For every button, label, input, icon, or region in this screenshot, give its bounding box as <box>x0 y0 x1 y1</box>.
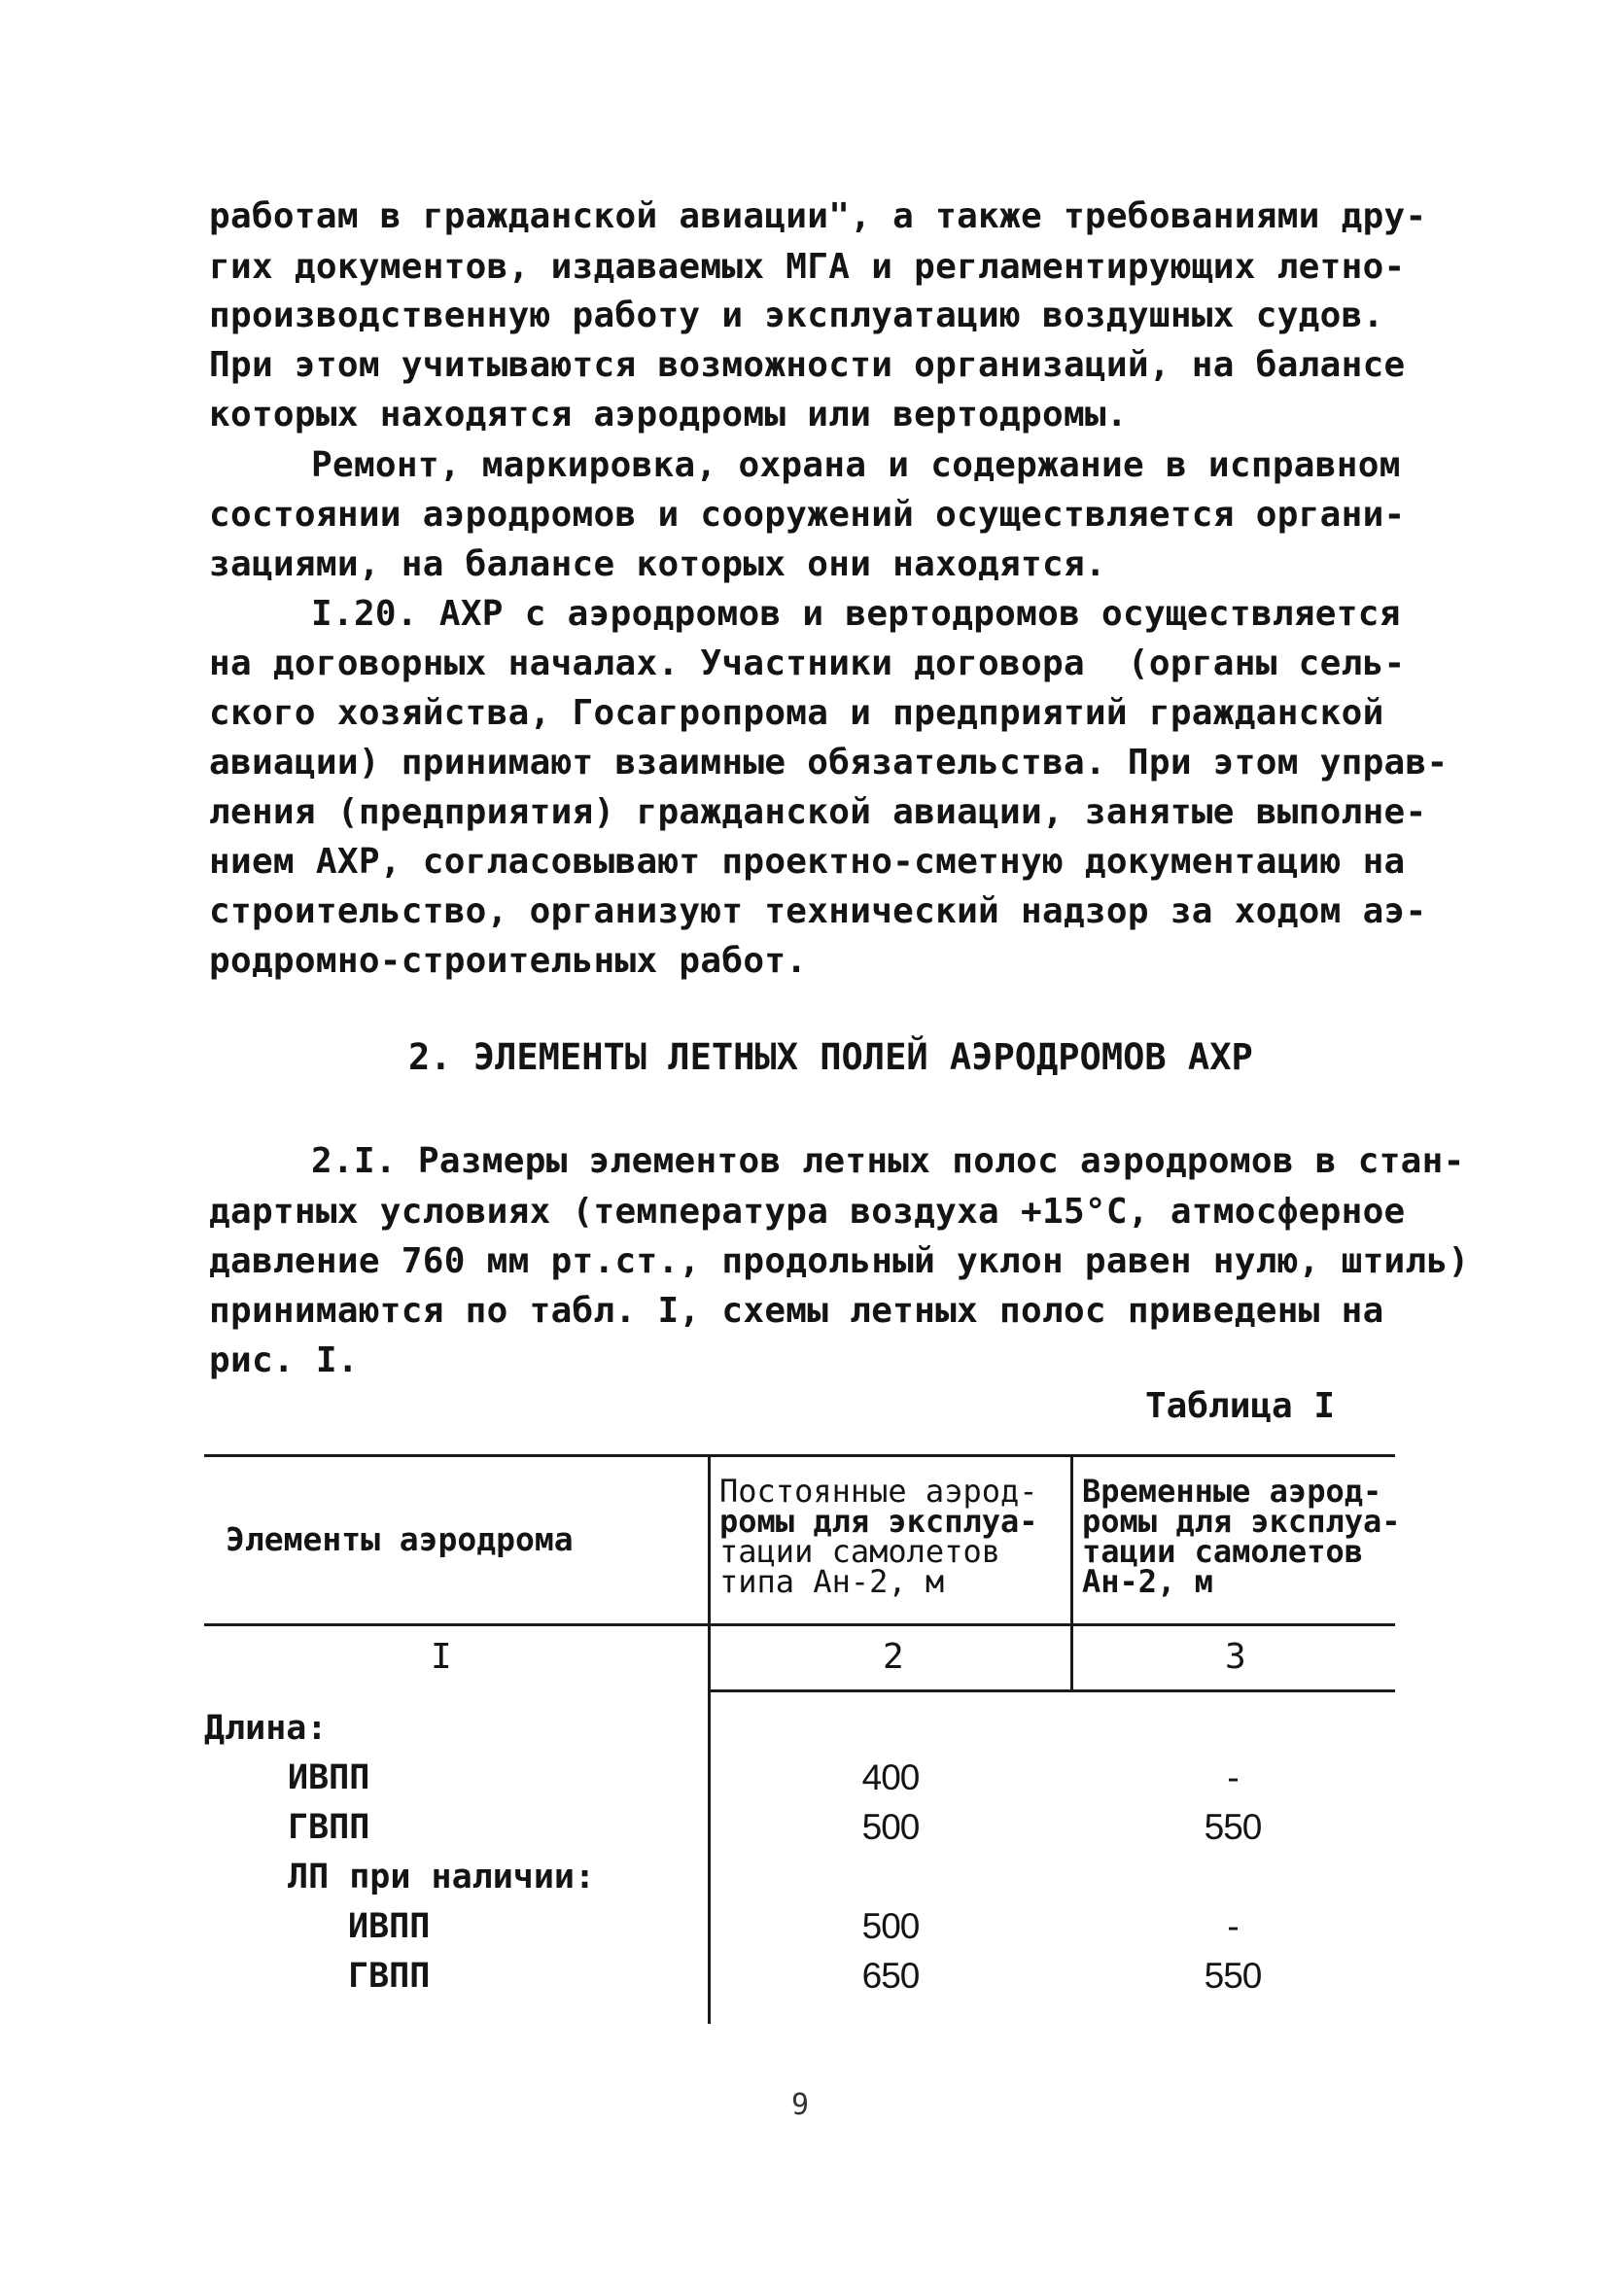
table-top-rule <box>204 1454 1395 1457</box>
text-line: на договорных началах. Участники договора (органы сель- <box>209 644 1406 683</box>
text-line: принимаются по табл. I, схемы летных полос приведены на <box>209 1291 1384 1331</box>
column-number: 3 <box>1225 1637 1246 1677</box>
text-line: ления (предприятия) гражданской авиации, занятые выполне- <box>209 792 1427 832</box>
row-label: Длина: <box>204 1709 328 1748</box>
row-value-col3: 550 <box>1204 1956 1262 1996</box>
page-number: 9 <box>791 2088 810 2122</box>
header-col3-line: Ан-2, м <box>1082 1563 1213 1600</box>
text-line: I.20. АХР с аэродромов и вертодромов осуществляется <box>311 594 1401 634</box>
row-label: ИВПП <box>288 1758 370 1797</box>
column-number: I <box>431 1637 452 1677</box>
text-line: Ремонт, маркировка, охрана и содержание в исправном <box>311 445 1401 485</box>
header-col2-line: ромы для эксплуа- <box>719 1503 1038 1540</box>
text-line: авиации) принимают взаимные обязательства. При этом управ- <box>209 743 1449 783</box>
text-line: нием АХР, согласовывают проектно-сметную документацию на <box>209 842 1406 882</box>
row-label: ГВПП <box>348 1957 431 1996</box>
text-line: ского хозяйства, Госагропрома и предприятий гражданской <box>209 693 1384 733</box>
text-line: зациями, на балансе которых они находятся. <box>209 544 1106 584</box>
column-number: 2 <box>883 1637 904 1677</box>
text-line: рис. I. <box>209 1340 359 1380</box>
row-value-col2: 650 <box>861 1956 920 1996</box>
text-line: гих документов, издаваемых МГА и регламентирующих летно- <box>209 247 1406 287</box>
row-label: ЛП при наличии: <box>288 1858 596 1896</box>
row-value-col2: 500 <box>861 1906 920 1946</box>
header-col2-line: тации самолетов <box>719 1533 1000 1570</box>
row-value-col2: 400 <box>861 1757 920 1797</box>
text-line: строительство, организуют технический надзор за ходом аэ- <box>209 891 1427 931</box>
table-caption: Таблица I <box>1145 1386 1336 1426</box>
row-value-col3: - <box>1227 1906 1239 1946</box>
header-col1: Элементы аэродрома <box>226 1520 574 1558</box>
text-line: При этом учитываются возможности организаций, на балансе <box>209 345 1406 385</box>
table-col-divider <box>1070 1455 1073 1692</box>
text-line: родромно-строительных работ. <box>209 941 808 981</box>
table-header-rule <box>204 1623 1395 1626</box>
text-line: 2.I. Размеры элементов летных полос аэродромов в стан- <box>311 1141 1465 1181</box>
text-line: которых находятся аэродромы или вертодромы. <box>209 395 1128 435</box>
header-col2-line: типа Ан-2, м <box>719 1563 945 1600</box>
row-value-col3: 550 <box>1204 1807 1262 1847</box>
row-label: ГВПП <box>288 1808 370 1847</box>
header-col2-line: Постоянные аэрод- <box>719 1473 1038 1510</box>
row-value-col2: 500 <box>861 1807 920 1847</box>
header-col3-line: Временные аэрод- <box>1082 1473 1382 1510</box>
table-col-divider <box>708 1455 711 2024</box>
text-line: состоянии аэродромов и сооружений осуществляется органи- <box>209 495 1406 535</box>
header-col3-line: тации самолетов <box>1082 1533 1363 1570</box>
text-line: дартных условиях (температура воздуха +15°С, атмосферное <box>209 1192 1406 1232</box>
text-line: давление 760 мм рт.ст., продольный уклон равен нулю, штиль) <box>209 1241 1470 1281</box>
row-label: ИВПП <box>348 1907 431 1946</box>
table-numbers-rule <box>708 1689 1395 1692</box>
section-heading: 2. ЭЛЕМЕНТЫ ЛЕТНЫХ ПОЛЕЙ АЭРОДРОМОВ АХР <box>408 1036 1253 1078</box>
header-col3-line: ромы для эксплуа- <box>1082 1503 1401 1540</box>
text-line: работам в гражданской авиации", а также требованиями дру- <box>209 196 1427 236</box>
row-value-col3: - <box>1227 1757 1239 1797</box>
text-line: производственную работу и эксплуатацию воздушных судов. <box>209 296 1384 335</box>
